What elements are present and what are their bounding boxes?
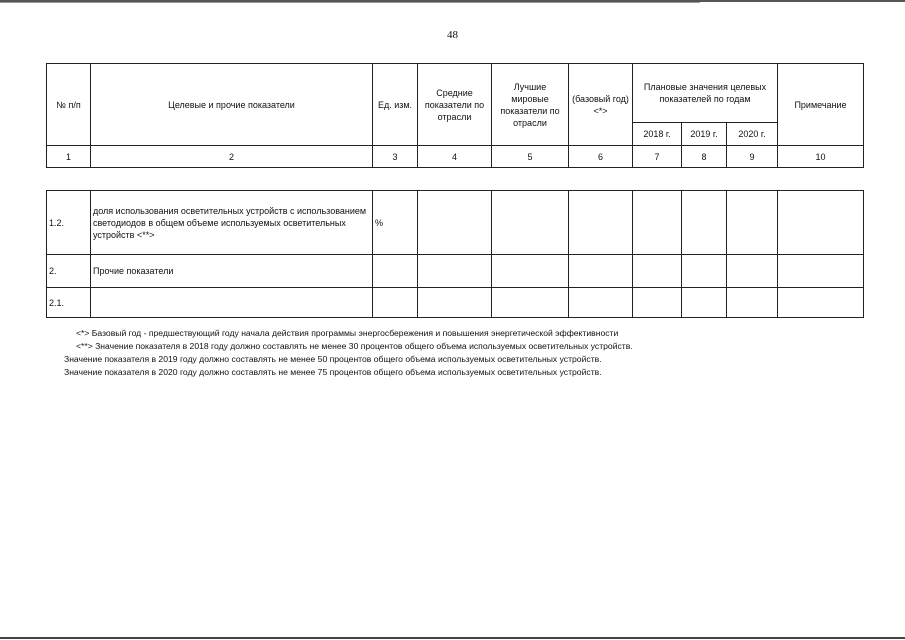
- empty-cell: [633, 255, 682, 288]
- empty-cell: [682, 191, 727, 255]
- column-number: 1: [47, 146, 91, 168]
- empty-cell: [569, 191, 633, 255]
- empty-cell: [778, 191, 864, 255]
- row-indicator-text: доля использования осветительных устройств с использованием светодиодов в общем объеме используемых осветительных устройств <**>: [91, 191, 373, 255]
- empty-cell: [492, 288, 569, 318]
- empty-cell: [492, 191, 569, 255]
- footnote-2018: <**> Значение показателя в 2018 году должно составлять не менее 30 процентов общего объема используемых осветительных устройств.: [76, 341, 633, 351]
- column-number: 4: [418, 146, 492, 168]
- empty-cell: [569, 255, 633, 288]
- column-number: 5: [492, 146, 569, 168]
- empty-cell: [727, 288, 778, 318]
- top-border-line-secondary: [0, 2, 700, 3]
- row-number: 2.: [47, 255, 91, 288]
- empty-cell: [682, 255, 727, 288]
- empty-cell: [633, 191, 682, 255]
- bottom-border-line: [0, 637, 905, 639]
- header-best: Лучшие мировые показатели по отрасли: [492, 64, 569, 146]
- header-year-2020: 2020 г.: [727, 123, 778, 146]
- footnote-2019: Значение показателя в 2019 году должно составлять не менее 50 процентов общего объема используемых осветительных устройств.: [64, 354, 602, 364]
- row-indicator-text: Прочие показатели: [91, 255, 373, 288]
- empty-cell: [418, 191, 492, 255]
- page-break-gap: [47, 168, 864, 191]
- header-note: Примечание: [778, 64, 864, 146]
- row-indicator-text: [91, 288, 373, 318]
- page-break-cell: [47, 168, 864, 191]
- header-year-2018: 2018 г.: [633, 123, 682, 146]
- row-unit: [373, 255, 418, 288]
- column-number: 2: [91, 146, 373, 168]
- empty-cell: [569, 288, 633, 318]
- header-planned: Плановые значения целевых показателей по годам: [633, 64, 778, 123]
- header-base-year: (базовый год) <*>: [569, 64, 633, 146]
- table-row: [47, 191, 864, 255]
- page-number: 48: [447, 29, 458, 41]
- empty-cell: [778, 255, 864, 288]
- column-number: 8: [682, 146, 727, 168]
- footnotes: [64, 327, 633, 379]
- row-number: 1.2.: [47, 191, 91, 255]
- column-number: 3: [373, 146, 418, 168]
- empty-cell: [492, 255, 569, 288]
- empty-cell: [778, 288, 864, 318]
- header-year-2019: 2019 г.: [682, 123, 727, 146]
- row-unit: %: [373, 191, 418, 255]
- empty-cell: [633, 288, 682, 318]
- header-indicators: Целевые и прочие показатели: [91, 64, 373, 146]
- column-number: 6: [569, 146, 633, 168]
- empty-cell: [418, 255, 492, 288]
- empty-cell: [727, 191, 778, 255]
- table-row: [47, 255, 864, 288]
- header-average: Средние показатели по отрасли: [418, 64, 492, 146]
- indicators-table: [46, 63, 864, 318]
- column-numbers-row: [47, 146, 864, 168]
- header-num: № п/п: [47, 64, 91, 146]
- column-number: 9: [727, 146, 778, 168]
- footnote-2020: Значение показателя в 2020 году должно составлять не менее 75 процентов общего объема используемых осветительных устройств.: [64, 367, 602, 377]
- empty-cell: [727, 255, 778, 288]
- column-number: 10: [778, 146, 864, 168]
- column-number: 7: [633, 146, 682, 168]
- row-unit: [373, 288, 418, 318]
- header-unit: Ед. изм.: [373, 64, 418, 146]
- empty-cell: [418, 288, 492, 318]
- header-row: [47, 64, 864, 123]
- empty-cell: [682, 288, 727, 318]
- footnote-base-year: <*> Базовый год - предшествующий году начала действия программы энергосбережения и повышения энергетической эффективности: [76, 328, 619, 338]
- row-number: 2.1.: [47, 288, 91, 318]
- table-row: [47, 288, 864, 318]
